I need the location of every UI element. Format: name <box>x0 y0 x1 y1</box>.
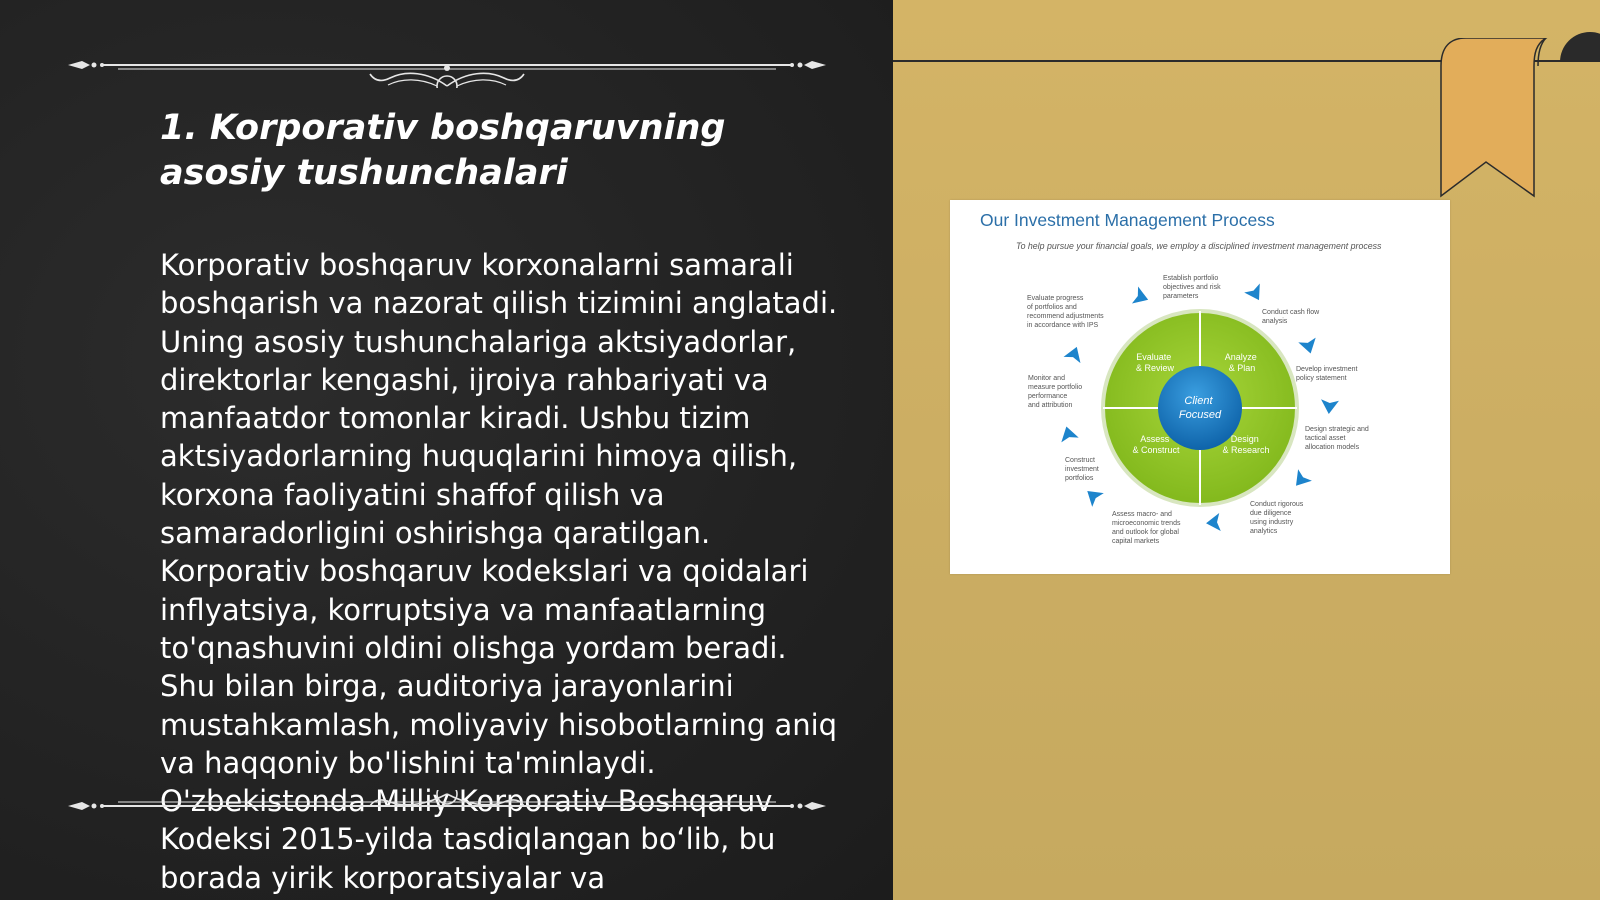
slide-body-text: Korporativ boshqaruv korxonalarni samarali boshqarish va nazorat qilish tizimini anglatadi. Uning asosiy tushunchalariga aktsiyadorlar, direktorlar kengashi, ijroiya rahbariyati va manfaatdor tomonlar kiradi. Ushbu tizim aktsiyadorlarning huquqlarini himoya qilish, korxona faoliyatini shaffof qilish va samaradorligini oshirishga qaratilgan. Korporativ boshqaruv kodekslari va qoidalari inflyatsiya, korruptsiya va manfaatlarning to'qnashuvini oldini olishga yordam beradi. Shu bilan birga, auditoriya jarayonlarini mustahkamlash, moliyaviy hisobotlarning aniq va haqqoniy bo'lishini ta'minlaydi. O'zbekistonda Milliy Korporativ Boshqaruv Kodeksi 2015-yilda tasdiqlangan bo‘lib, bu borada yirik korporatsiyalar va <box>160 248 838 895</box>
client-focused-hub <box>1158 366 1242 450</box>
image-subtitle: To help pursue your financial goals, we employ a disciplined investment management process <box>1016 241 1382 251</box>
step-allocation: Design strategic and tactical asset allocation models <box>1305 426 1369 451</box>
cycle-arrow-icon <box>1132 287 1151 309</box>
cycle-arrow-icon <box>1244 284 1267 305</box>
dark-corner-shape <box>1560 32 1600 92</box>
step-establish: Establish portfolio objectives and risk parameters <box>1163 275 1221 300</box>
step-monitor: Monitor and measure portfolio performance and attribution <box>1028 375 1083 409</box>
cycle-arrow-icon <box>1320 399 1339 415</box>
top-ornament-divider <box>68 48 826 88</box>
quadrant-assess: Assess & Construct <box>1132 434 1180 455</box>
step-construct: Construct investment portfolios <box>1065 457 1099 482</box>
cycle-arrow-icon <box>1289 469 1312 491</box>
step-cash-flow: Conduct cash flow analysis <box>1262 309 1320 325</box>
quadrant-evaluate: Evaluate & Review <box>1135 352 1175 373</box>
bookmark-ribbon <box>1436 38 1556 198</box>
cycle-arrow-icon <box>1081 484 1103 507</box>
step-evaluate-progress: Evaluate progress of portfolios and recommend adjustments in accordance with IPS <box>1027 295 1104 329</box>
step-policy: Develop investment policy statement <box>1296 366 1358 382</box>
cycle-arrow-icon <box>1064 344 1086 363</box>
quadrant-design: Design & Research <box>1222 434 1270 455</box>
investment-process-diagram <box>950 200 1450 574</box>
slide-title: 1. Korporativ boshqaruvning asosiy tushunchalari <box>160 108 726 193</box>
step-due-diligence: Conduct rigorous due diligence using industry analytics <box>1250 501 1304 535</box>
image-title: Our Investment Management Process <box>980 210 1275 230</box>
step-macro-trends: Assess macro- and microeconomic trends and outlook for global capital markets <box>1112 511 1181 545</box>
quadrant-analyze: Analyze & Plan <box>1224 352 1257 373</box>
investment-process-image <box>950 200 1450 574</box>
bottom-ornament-divider <box>68 790 826 830</box>
cycle-arrow-icon <box>1205 513 1221 532</box>
cycle-arrow-icon <box>1058 424 1079 442</box>
cycle-arrow-icon <box>1298 338 1319 356</box>
client-focused-label: Client Focused <box>1178 395 1222 421</box>
